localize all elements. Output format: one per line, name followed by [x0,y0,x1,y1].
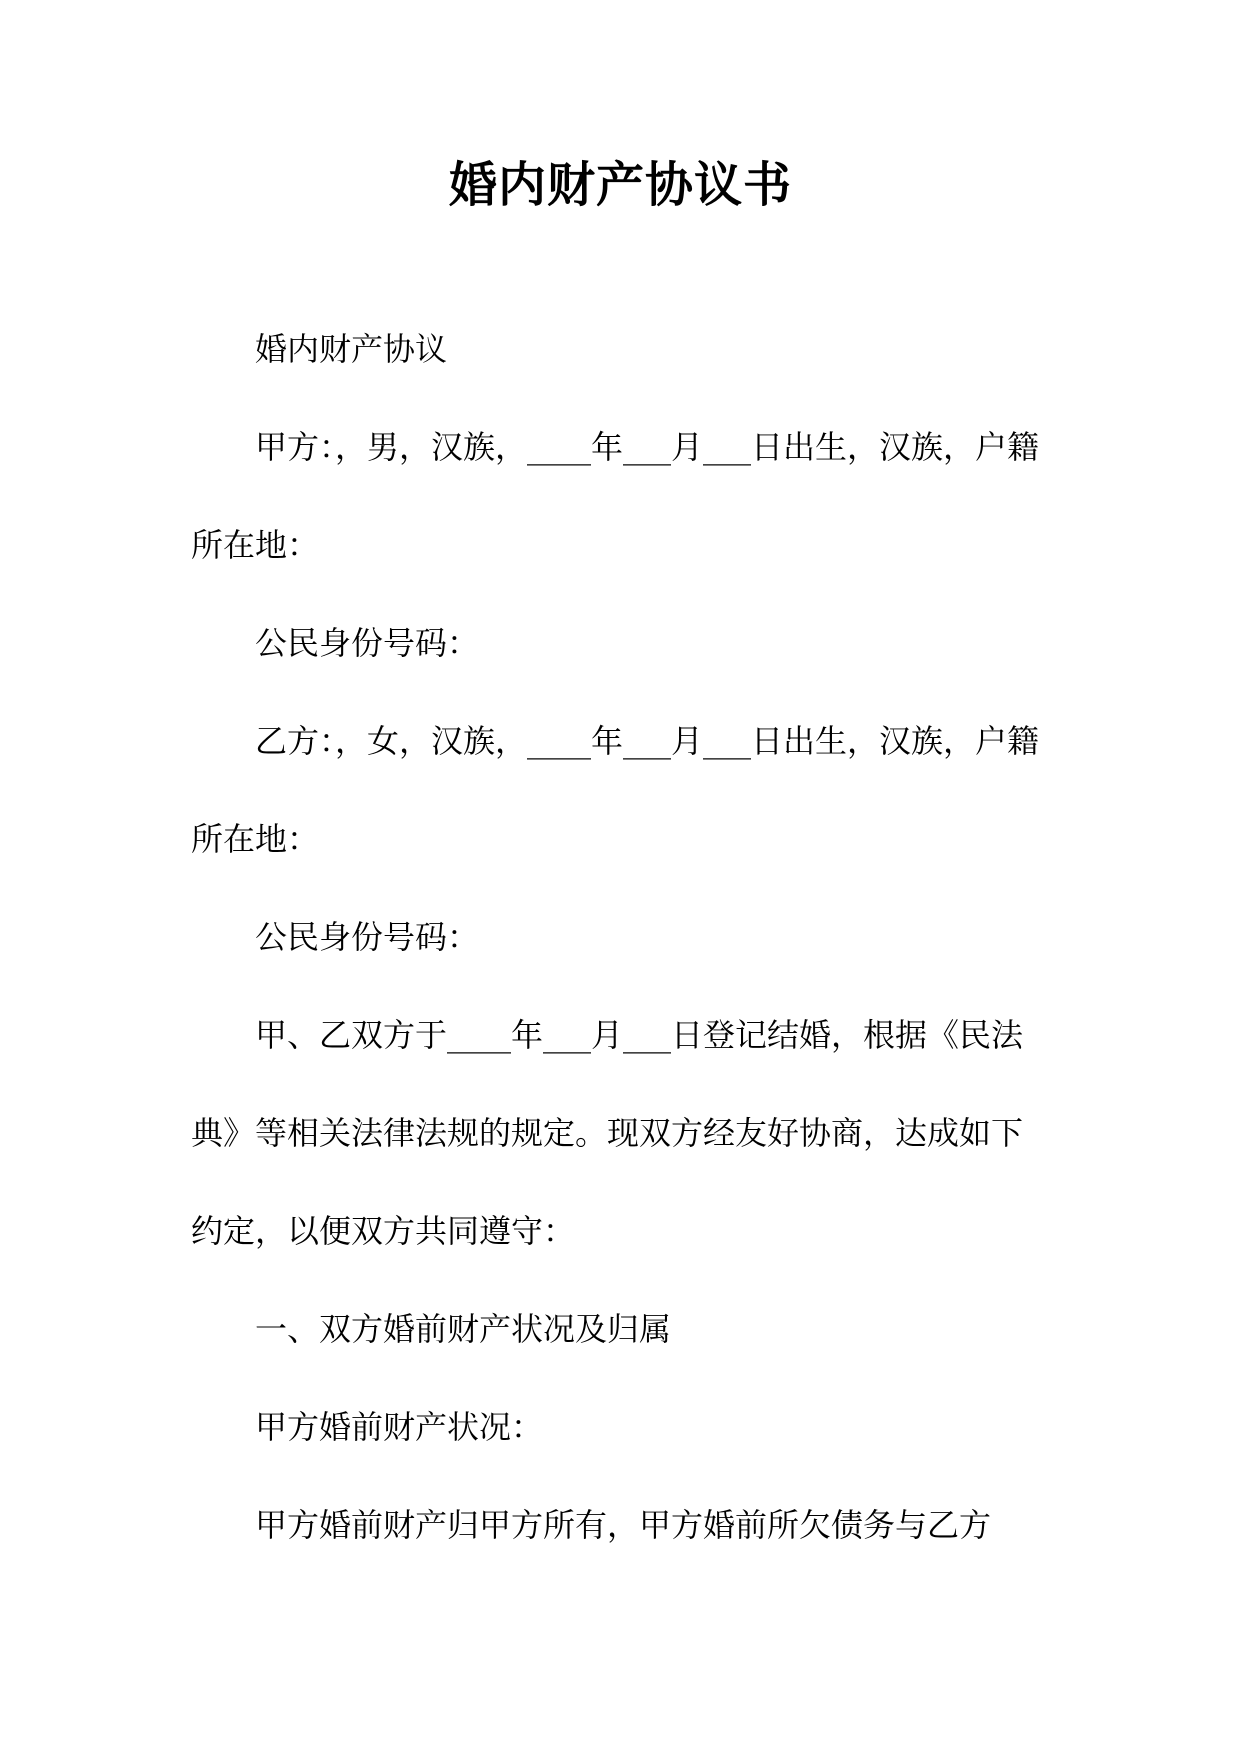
paragraph-party-b: 乙方：，女，汉族，____年___月___日出生，汉族，户籍所在地： [191,722,1040,858]
document-body [191,300,1051,1574]
paragraph-party-b-id: 公民身份号码： [255,918,480,956]
paragraph-party-a-property: 甲方婚前财产状况： [255,1408,544,1446]
paragraph-party-a-ownership: 甲方婚前财产归甲方所有，甲方婚前所欠债务与乙方 [255,1506,992,1544]
paragraph-marriage-registration: 甲、乙双方于____年___月___日登记结婚，根据《民法典》等相关法律法规的规定。现双方经友好协商，达成如下约定，以便双方共同遵守： [191,1016,1024,1250]
paragraph-party-a: 甲方：，男，汉族，____年___月___日出生，汉族，户籍所在地： [191,428,1040,564]
paragraph-heading: 婚内财产协议 [255,330,448,368]
document-title: 婚内财产协议书 [448,157,792,213]
paragraph-section-one-heading: 一、双方婚前财产状况及归属 [255,1310,672,1348]
paragraph-party-a-id: 公民身份号码： [255,624,480,662]
